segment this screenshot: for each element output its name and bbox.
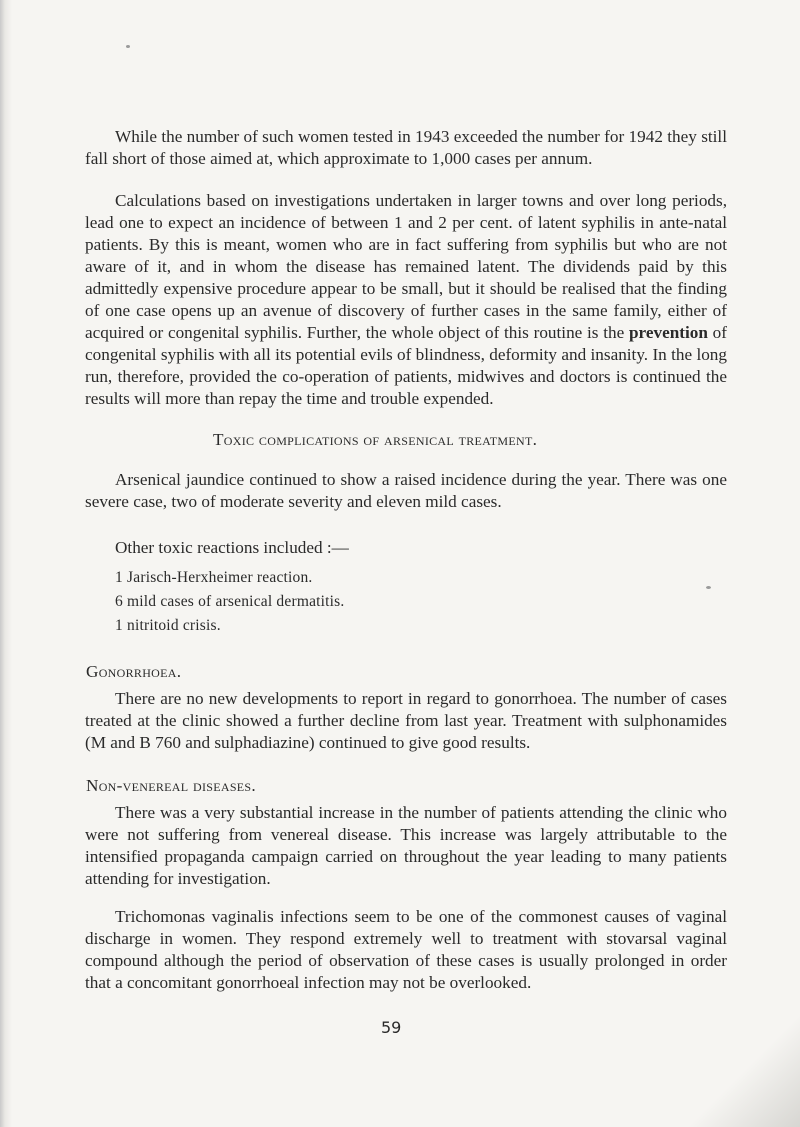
paragraph-gonorrhoea: There are no new developments to report in regard to gonorrhoea. The number of cases treated at the clinic showed a further decline from last year. Treatment with sulphonamides (M and B 760 and sulphadiazine) continued to give good results. — [85, 689, 727, 752]
paragraph-non-venereal: There was a very substantial increase in the number of patients attending the clinic who were not suffering from venereal disease. This increase was largely attributable to the intensified propaganda campaign carried on throughout the year leading to many patients attending for investigation. — [85, 803, 727, 888]
list-item: 6 mild cases of arsenical dermatitis. — [115, 593, 345, 610]
page-left-edge-shadow — [0, 0, 12, 1127]
paper-speck — [706, 586, 711, 589]
paragraph-arsenical-jaundice: Arsenical jaundice continued to show a raised incidence during the year. There was one severe case, two of moderate severity and eleven mild cases. — [85, 470, 727, 511]
heading-gonorrhoea: Gonorrhoea. — [86, 662, 182, 681]
list-item: 1 nitritoid crisis. — [115, 617, 221, 634]
paragraph-other-toxic-reactions: Other toxic reactions included :— — [115, 538, 349, 557]
page-corner-shadow — [680, 997, 800, 1127]
calculations-text-start: Calculations based on investigations undertaken in larger towns and over long periods, lead one to expect an incidence of between 1 and 2 per cent. of latent syphilis in ante-natal patients. By this is meant, women who are in fact suffering from syphilis but who are not aware of it, and in whom the disease has remained latent. The dividends paid by this admittedly expensive procedure appear to be small, but it should be realised that the finding of one case opens up an avenue of discovery of further cases in the same family, either of acquired or congenital syphilis. Further, the whole object of this routine is the — [85, 191, 727, 342]
paragraph-calculations — [85, 190, 727, 410]
page-number: 59 — [381, 1018, 402, 1037]
list-item: 1 Jarisch-Herxheimer reaction. — [115, 569, 313, 586]
paragraph-trichomonas: Trichomonas vaginalis infections seem to be one of the commonest causes of vaginal discharge in women. They respond extremely well to treatment with stovarsal vaginal compound although the period of observation of these cases is usually prolonged in order that a concomitant gonorrhoeal infection may not be overlooked. — [85, 907, 727, 992]
heading-toxic-complications: Toxic complications of arsenical treatment. — [213, 430, 538, 449]
toxic-reactions-list — [115, 566, 345, 638]
heading-non-venereal-diseases: Non-venereal diseases. — [86, 776, 256, 795]
paper-speck — [126, 45, 130, 48]
calculations-text-end: of congenital syphilis with all its potential evils of blindness, deformity and insanity. In the long run, therefore, provided the co-operation of patients, midwives and doctors is continued the results will more than repay the time and trouble expended. — [85, 323, 727, 408]
prevention-emphasis: prevention — [628, 323, 708, 342]
paragraph-women-tested: While the number of such women tested in 1943 exceeded the number for 1942 they still fall short of those aimed at, which approximate to 1,000 cases per annum. — [85, 127, 727, 168]
